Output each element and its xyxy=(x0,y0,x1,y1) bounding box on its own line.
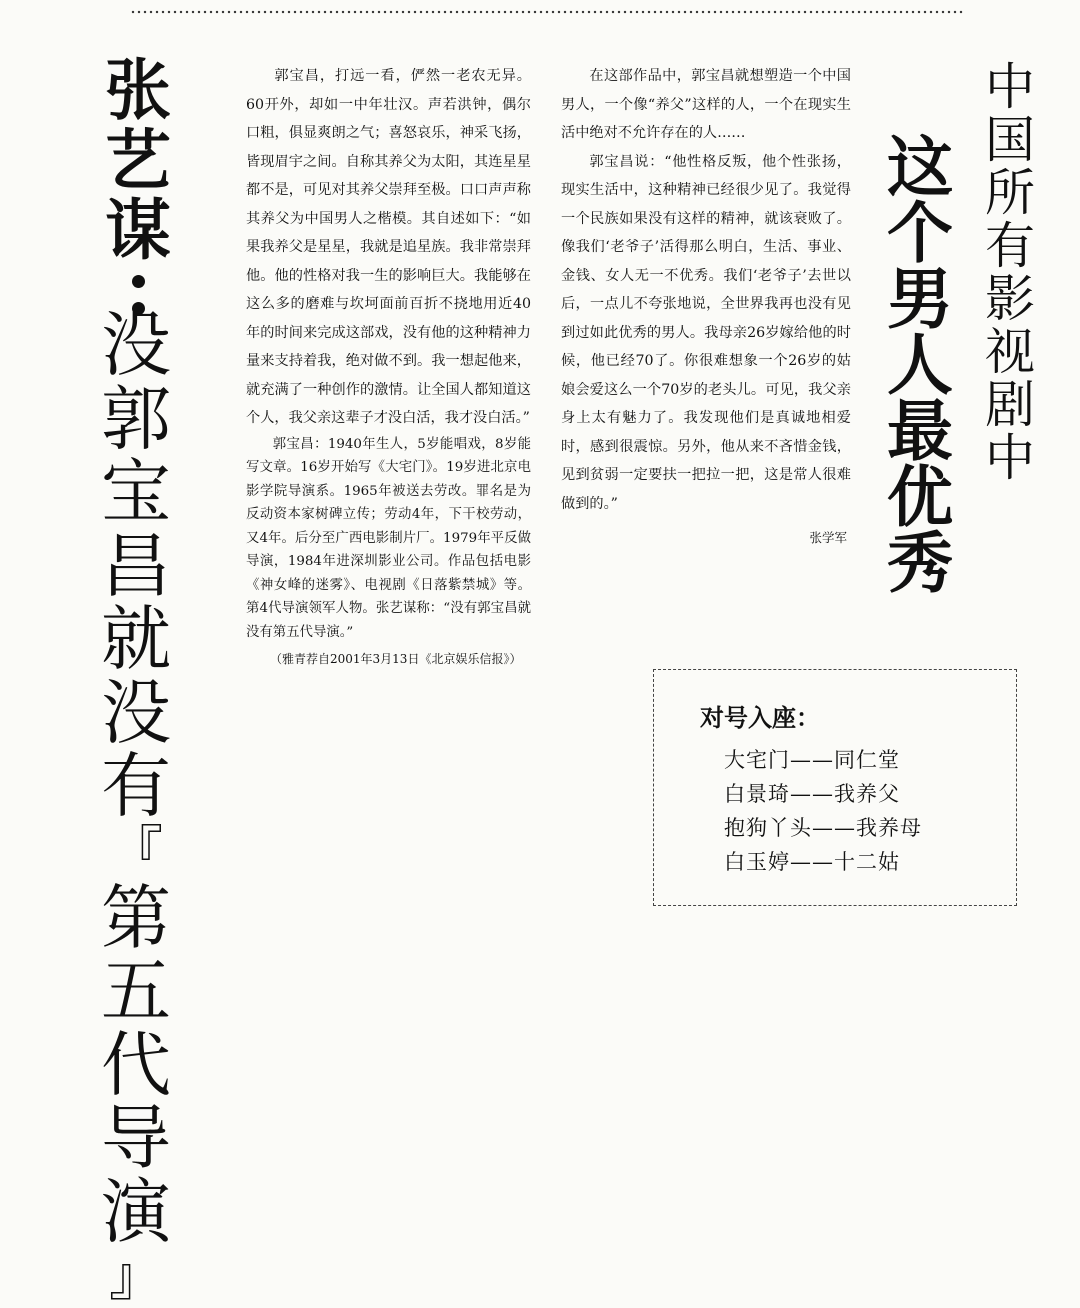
paragraph: 郭宝昌说：“他性格反叛，他个性张扬，现实生活中，这种精神已经很少见了。我觉得一个民族如果没有这样的精神，就该衰败了。像我们‘老爷子’活得那么明白，生活、事业、金钱、女人无一不优秀。我们‘老爷子’去世以后，一点儿不夸张地说，全世界我再也没有见到过如此优秀的男人。我母亲26岁嫁给他的时候，他已经70了。你很难想象一个26岁的姑娘会爱这么一个70岁的老头儿。可见，我父亲身上太有魅力了。我发现他们是真诚地相爱时，感到很震惊。另外，他从来不吝惜金钱，见到贫弱一定要扶一把拉一把，这是常人很难做到的。” xyxy=(561,153,851,512)
citation: （雅青荐自2001年3月13日《北京娱乐信报》） xyxy=(270,652,522,666)
headline-sub-char: 有 xyxy=(101,745,171,827)
headline-name-char: 谋 xyxy=(105,192,171,269)
right-headline-char: 所 xyxy=(985,164,1035,222)
headline-name-char: 艺 xyxy=(105,122,171,199)
article-column-2 xyxy=(561,62,851,553)
headline-sub-char: 昌 xyxy=(101,524,171,607)
box-row: 白景琦——我养父 xyxy=(724,782,900,806)
right-headline-char: 男 xyxy=(887,261,953,338)
right-headline-char: 国 xyxy=(985,111,1035,169)
headline-sub-char: 五 xyxy=(101,950,171,1032)
headline-name xyxy=(88,52,188,322)
headline-sub-char: 演 xyxy=(101,1170,171,1253)
headline-subtitle xyxy=(86,304,186,1308)
box-row: 白玉婷——十二姑 xyxy=(724,850,900,874)
headline-sub-quote-open: 『 xyxy=(109,819,163,883)
right-headline-char: 影 xyxy=(985,270,1035,328)
character-mapping-box xyxy=(653,669,1017,906)
headline-name-char: 张 xyxy=(105,52,171,129)
right-headline-char: 中 xyxy=(985,429,1035,487)
right-headline-char: 最 xyxy=(887,393,953,470)
headline-sub-char: 代 xyxy=(101,1023,171,1106)
box-title: 对号入座： xyxy=(700,704,820,732)
right-headline-char: 剧 xyxy=(985,376,1035,434)
box-row: 抱狗丫头——我养母 xyxy=(724,816,922,840)
headline-sub-char: 宝 xyxy=(101,451,171,533)
right-headline-char: 个 xyxy=(887,195,953,272)
right-headline-char: 视 xyxy=(985,323,1035,381)
headline-sub-quote-close: 』 xyxy=(109,1245,163,1308)
headline-sub-char: 没 xyxy=(101,671,171,754)
headline-sub-char: 导 xyxy=(101,1097,171,1179)
box-row: 大宅门——同仁堂 xyxy=(724,748,900,772)
right-headline-char: 这 xyxy=(887,129,953,206)
headline-sub-char: 就 xyxy=(101,598,171,680)
paragraph: 郭宝昌，打远一看，俨然一老农无异。60开外，却如一中年壮汉。声若洪钟，偶尔口粗，俱显爽朗之气；喜怒哀乐，神采飞扬，皆现眉宇之间。自称其养父为太阳，其连星星都不是，可见对其养父崇拜至极。口口声声称其养父为中国男人之楷模。其自述如下：“如果我养父是星星，我就是追星族。我非常崇拜他。他的性格对我一生的影响巨大。我能够在这么多的磨难与坎坷面前百折不挠地用近40年的时间来完成这部戏，没有他的这种精神力量来支持着我，绝对做不到。我一想起他来，就充满了一种创作的激情。让全国人都知道这个人，我父亲这辈子才没白活，我才没白活。” xyxy=(246,68,531,426)
paragraph: 在这部作品中，郭宝昌就想塑造一个中国男人，一个像“养父”这样的人，一个在现实生活中绝对不允许存在的人…… xyxy=(561,68,851,141)
paragraph-bio: 郭宝昌：1940年生人，5岁能唱戏，8岁能写文章。16岁开始写《大宅门》。19岁进北京电影学院导演系。1965年被送去劳改。罪名是为反动资本家树碑立传；劳动4年，下干校劳动，又4年。后分至广西电影制片厂。1979年平反做导演，1984年进深圳影业公司。作品包括电影《神女峰的迷雾》、电视剧《日落紫禁城》等。第4代导演领军人物。张艺谋称：“没有郭宝昌就没有第五代导演。” xyxy=(246,436,531,640)
right-headline-char: 秀 xyxy=(887,525,953,602)
headline-sub-char: 郭 xyxy=(101,377,171,460)
right-headline-line-1 xyxy=(978,58,1042,487)
author-byline: 张学军 xyxy=(809,530,847,545)
top-dotted-rule xyxy=(130,10,965,14)
right-headline-char: 中 xyxy=(985,58,1035,116)
article-column-1 xyxy=(246,62,531,671)
right-headline-char: 人 xyxy=(887,327,953,404)
right-headline-char: 优 xyxy=(887,459,953,536)
right-headline-char: 有 xyxy=(985,217,1035,275)
headline-sub-char: 没 xyxy=(101,304,171,386)
headline-sub-char: 第 xyxy=(101,876,171,959)
right-headline-line-2 xyxy=(875,129,965,602)
